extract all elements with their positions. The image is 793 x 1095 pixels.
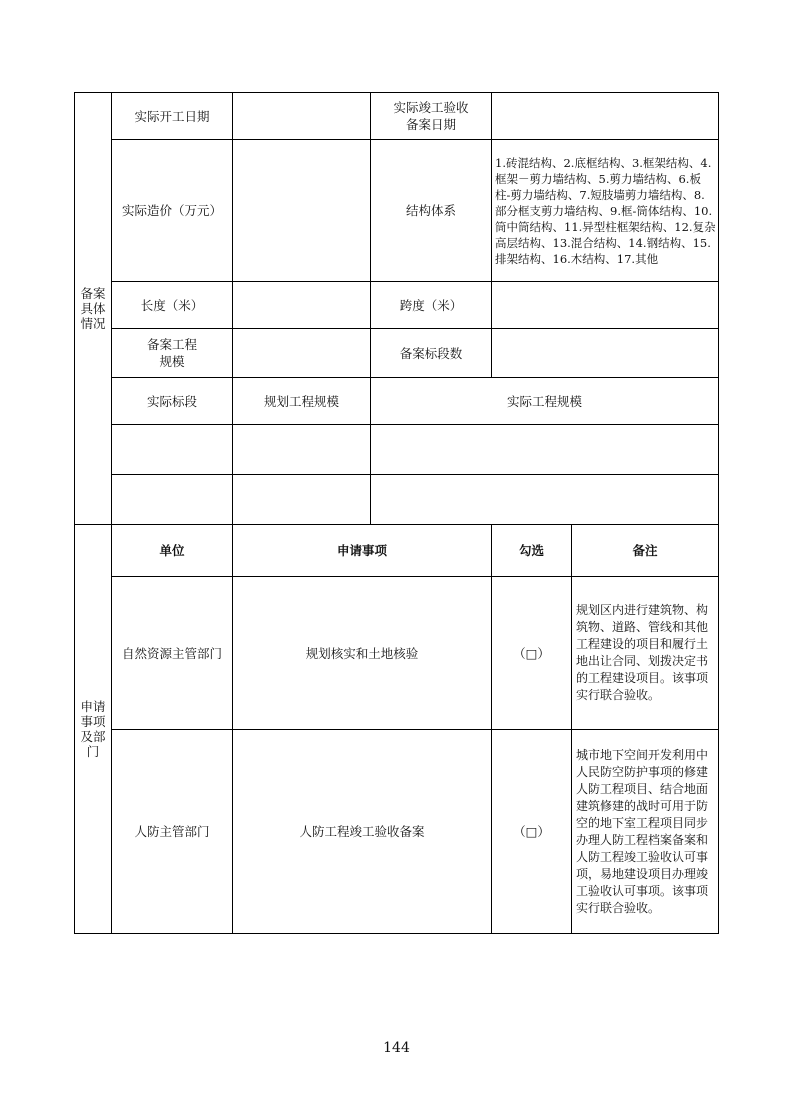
- actual-cost-label: 实际造价（万元）: [112, 140, 233, 282]
- table-row: [75, 140, 719, 282]
- structure-system-options[interactable]: 1.砖混结构、2.底框结构、3.框架结构、4.框架－剪力墙结构、5.剪力墙结构、6.板柱-剪力墙结构、7.短肢墙剪力墙结构、8.部分框支剪力墙结构、9.框-筒体结构、10.筒中筒结构、11.异型柱框架结构、12.复杂高层结构、13.混合结构、14.钢结构、15.排架结构、16.木结构、17.其他: [492, 140, 719, 282]
- actual-completion-date-label: 实际竣工验收 备案日期: [371, 93, 492, 140]
- check-header: 勾选: [492, 525, 572, 577]
- filing-details-section-label: 备案具体情况: [75, 93, 112, 525]
- planned-scale-entry-cell[interactable]: [233, 475, 371, 525]
- table-row: [75, 93, 719, 140]
- planned-scale-label: 规划工程规模: [233, 378, 371, 425]
- check-box[interactable]: （□）: [492, 577, 572, 730]
- check-box[interactable]: （□）: [492, 730, 572, 934]
- unit-cell: 人防主管部门: [112, 730, 233, 934]
- actual-scale-entry-cell[interactable]: [371, 475, 719, 525]
- table-row: [75, 475, 719, 525]
- span-field[interactable]: [492, 282, 719, 329]
- unit-cell: 自然资源主管部门: [112, 577, 233, 730]
- table-row: [75, 730, 719, 934]
- length-label: 长度（米）: [112, 282, 233, 329]
- section-entry-cell[interactable]: [112, 475, 233, 525]
- length-field[interactable]: [233, 282, 371, 329]
- table-row: [75, 378, 719, 425]
- table-row: [75, 525, 719, 577]
- table-row: [75, 282, 719, 329]
- filing-section-count-field[interactable]: [492, 329, 719, 378]
- remark-cell: 城市地下空间开发利用中人民防空防护事项的修建人防工程项目、结合地面建筑修建的战时可用于防空的地下室工程项目同步办理人防工程档案备案和人防工程竣工验收认可事项，易地建设项目办理竣工验收认可事项。该事项实行联合验收。: [572, 730, 719, 934]
- actual-start-date-field[interactable]: [233, 93, 371, 140]
- filing-form-table: [74, 92, 719, 934]
- table-row: [75, 577, 719, 730]
- unit-header: 单位: [112, 525, 233, 577]
- table-row: [75, 329, 719, 378]
- item-cell: 人防工程竣工验收备案: [233, 730, 492, 934]
- actual-cost-field[interactable]: [233, 140, 371, 282]
- actual-scale-label: 实际工程规模: [371, 378, 719, 425]
- actual-start-date-label: 实际开工日期: [112, 93, 233, 140]
- table-row: [75, 425, 719, 475]
- item-header: 申请事项: [233, 525, 492, 577]
- filing-section-count-label: 备案标段数: [371, 329, 492, 378]
- remark-header: 备注: [572, 525, 719, 577]
- section-entry-cell[interactable]: [112, 425, 233, 475]
- actual-section-label: 实际标段: [112, 378, 233, 425]
- structure-system-label: 结构体系: [371, 140, 492, 282]
- span-label: 跨度（米）: [371, 282, 492, 329]
- actual-completion-date-field[interactable]: [492, 93, 719, 140]
- remark-cell: 规划区内进行建筑物、构筑物、道路、管线和其他工程建设的项目和履行土地出让合同、划拨决定书的工程建设项目。该事项实行联合验收。: [572, 577, 719, 730]
- item-cell: 规划核实和土地核验: [233, 577, 492, 730]
- filing-scale-field[interactable]: [233, 329, 371, 378]
- page-number: 144: [383, 1040, 410, 1056]
- planned-scale-entry-cell[interactable]: [233, 425, 371, 475]
- application-section-label: 申请事项及部门: [75, 525, 112, 934]
- actual-scale-entry-cell[interactable]: [371, 425, 719, 475]
- filing-scale-label: 备案工程 规模: [112, 329, 233, 378]
